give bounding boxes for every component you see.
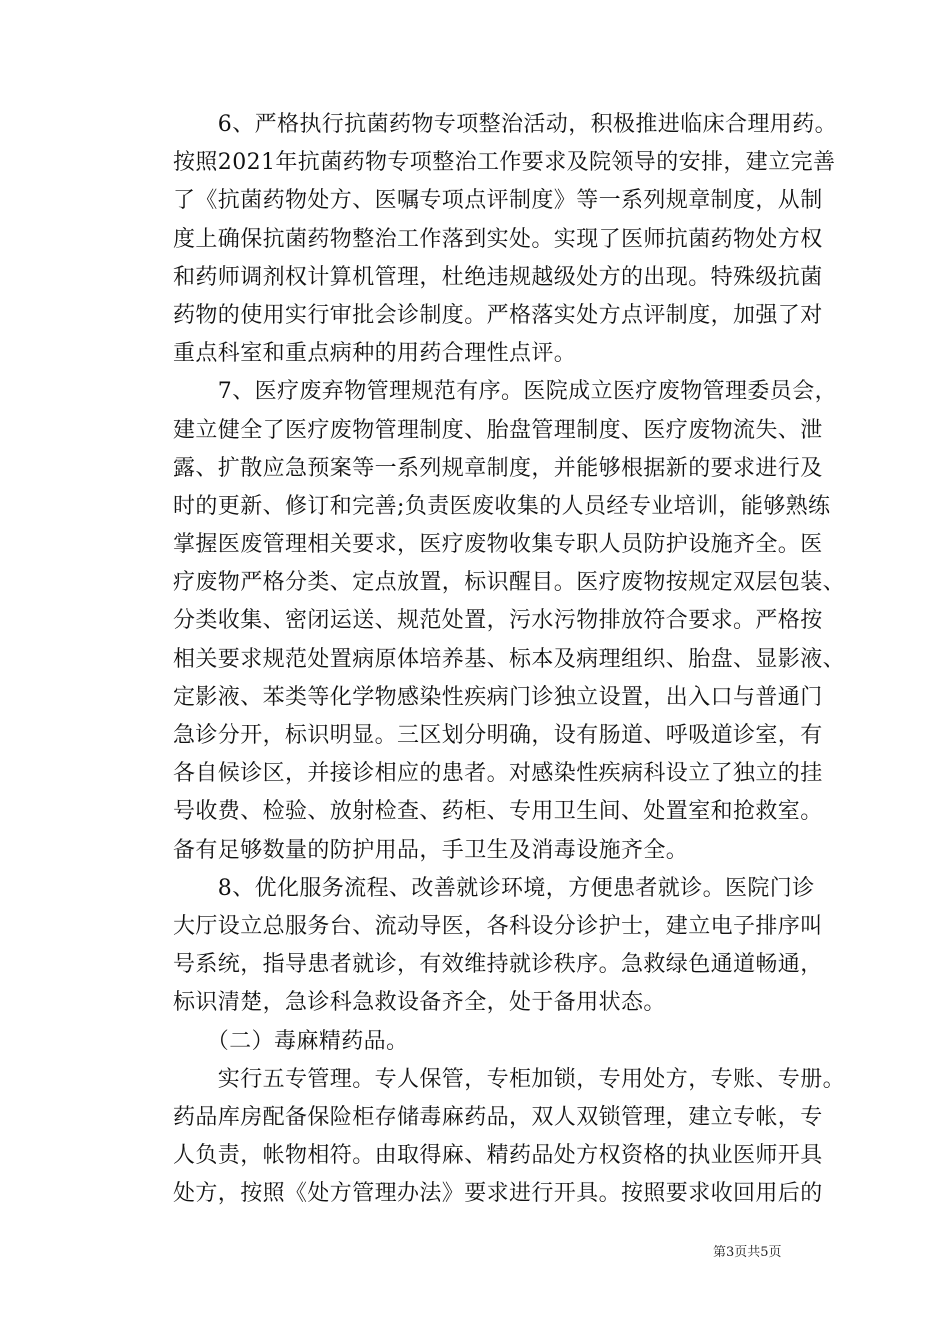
- text-line: 各自候诊区，并接诊相应的患者。对感染性疾病科设立了独立的挂: [173, 761, 823, 787]
- text-line: 急诊分开，标识明显。三区划分明确，设有肠道、呼吸道诊室，有: [173, 723, 823, 748]
- text-line: 标识清楚，急诊科急救设备齐全，处于备用状态。: [173, 990, 666, 1016]
- text-line: 度上确保抗菌药物整治工作落到实处。实现了医师抗菌药物处方权: [173, 226, 823, 252]
- text-line: 建立健全了医疗废物管理制度、胎盘管理制度、医疗废物流失、泄: [173, 417, 823, 443]
- text-line: 8、优化服务流程、改善就诊环境，方便患者就诊。医院门诊: [173, 875, 815, 901]
- text-line: 按照2021年抗菌药物专项整治工作要求及院领导的安排，建立完善: [173, 150, 836, 176]
- text-line: 实行五专管理。专人保管，专柜加锁，专用处方，专账、专册。: [173, 1066, 846, 1092]
- text-line: （二）毒麻精药品。: [173, 1028, 409, 1054]
- text-line: 疗废物严格分类、定点放置，标识醒目。医疗废物按规定双层包装、: [173, 570, 846, 596]
- text-line: 7、医疗废弃物管理规范有序。医院成立医疗废物管理委员会，: [173, 379, 837, 405]
- text-line: 处方，按照《处方管理办法》要求进行开具。按照要求收回用后的: [173, 1181, 823, 1207]
- text-line: 定影液、苯类等化学物感染性疾病门诊独立设置，出入口与普通门: [173, 684, 823, 710]
- text-line: 药品库房配备保险柜存储毒麻药品，双人双锁管理，建立专帐，专: [173, 1104, 823, 1130]
- text-line: 号收费、检验、放射检查、药柜、专用卫生间、处置室和抢救室。: [173, 799, 823, 825]
- text-line: 分类收集、密闭运送、规范处置，污水污物排放符合要求。严格按: [173, 608, 823, 634]
- text-line: 了《抗菌药物处方、医嘱专项点评制度》等一系列规章制度，从制: [173, 188, 823, 214]
- text-line: 药物的使用实行审批会诊制度。严格落实处方点评制度，加强了对: [173, 302, 823, 328]
- text-line: 人负责，帐物相符。由取得麻、精药品处方权资格的执业医师开具: [173, 1143, 823, 1169]
- text-line: 重点科室和重点病种的用药合理性点评。: [173, 341, 577, 367]
- text-line: 时的更新、修订和完善;负责医废收集的人员经专业培训，能够熟练: [173, 493, 831, 519]
- text-line: 相关要求规范处置病原体培养基、标本及病理组织、胎盘、显影液、: [173, 646, 846, 672]
- text-line: 备有足够数量的防护用品，手卫生及消毒设施齐全。: [173, 837, 689, 863]
- text-line: 和药师调剂权计算机管理，杜绝违规越级处方的出现。特殊级抗菌: [173, 264, 823, 290]
- text-line: 大厅设立总服务台、流动导医，各科设分诊护士，建立电子排序叫: [173, 913, 823, 939]
- text-line: 6、严格执行抗菌药物专项整治活动，积极推进临床合理用药。: [173, 112, 837, 137]
- body-text: [173, 106, 846, 1213]
- text-line: 号系统，指导患者就诊，有效维持就诊秩序。急救绿色通道畅通，: [173, 952, 823, 978]
- text-line: 掌握医废管理相关要求，医疗废物收集专职人员防护设施齐全。医: [173, 532, 823, 558]
- page-number: 第3页共5页: [713, 1245, 782, 1260]
- text-line: 露、扩散应急预案等一系列规章制度，并能够根据新的要求进行及: [173, 455, 823, 481]
